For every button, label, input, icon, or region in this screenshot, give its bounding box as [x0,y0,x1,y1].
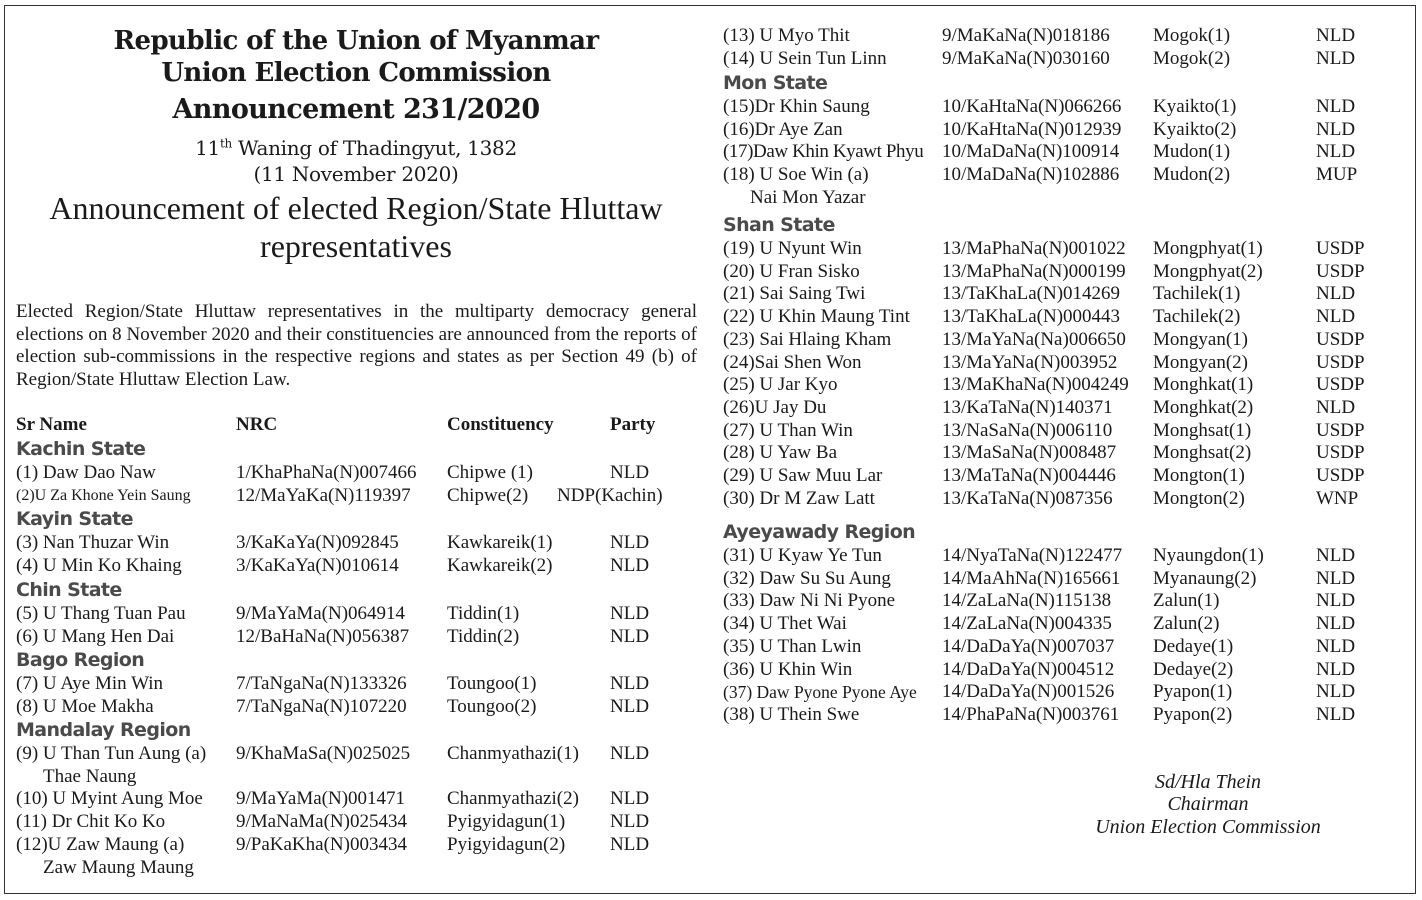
section-heading: Kayin State [16,508,133,530]
signature-name: Sd/Hla Thein [1154,771,1262,793]
constituency: Monghkat(1) [1153,374,1254,396]
nrc-number: 12/BaHaNa(N)056387 [236,625,410,647]
party: USDP [1316,419,1365,441]
party: NLD [1316,283,1356,305]
date-text: Waning of Thadingyut, 1382 [231,136,517,160]
representative-name: (35) U Than Lwin [723,635,862,657]
representative-name: (34) U Thet Wai [723,613,847,635]
party: NLD [1316,96,1356,117]
representative-name: (22) U Khin Maung Tint [723,306,910,328]
nrc-number: 13/MaYaNa(N)003952 [942,351,1118,373]
date-suffix: th [219,136,232,151]
column-header-nrc: NRC [236,414,278,435]
constituency: Monghkat(2) [1153,396,1254,418]
constituency: Dedaye(1) [1153,635,1234,657]
constituency: Mongton(1) [1153,465,1245,486]
constituency: Kyaikto(1) [1153,96,1237,117]
nrc-number: 14/ZaLaNa(N)115138 [942,590,1112,612]
constituency: Monghsat(2) [1153,442,1252,464]
representative-name: (37) Daw Pyone Pyone Aye [723,682,917,703]
party: USDP [1316,442,1365,464]
party: NLD [610,743,650,764]
nrc-number: 14/DaDaYa(N)007037 [942,635,1115,657]
nrc-number: 13/MaPhaNa(N)000199 [942,260,1126,282]
party: NLD [610,673,650,694]
representative-alias: Nai Mon Yazar [750,186,866,208]
constituency: Chipwe(2) [447,484,529,506]
representative-name: (5) U Thang Tuan Pau [16,603,186,624]
constituency: Tiddin(2) [447,625,520,647]
nrc-number: 3/KaKaYa(N)010614 [236,554,399,576]
party: WNP [1316,487,1359,509]
nrc-number: 7/TaNgaNa(N)107220 [236,695,407,717]
party: NLD [1316,635,1356,657]
column-header-party: Party [610,414,656,435]
party: NLD [1316,567,1356,589]
constituency: Pyigyidagun(2) [447,833,566,855]
signature-organization: Union Election Commission [1095,816,1321,838]
nrc-number: 10/MaDaNa(N)102886 [942,164,1120,186]
nrc-number: 10/KaHtaNa(N)066266 [942,96,1122,117]
representative-name: (12)U Zaw Maung (a) [16,833,185,855]
nrc-number: 14/DaDaYa(N)001526 [942,681,1115,703]
header-commission: Union Election Commission [161,58,551,88]
constituency: Nyaungdon(1) [1153,545,1264,566]
nrc-number: 9/MaKaNa(N)030160 [942,47,1110,69]
representative-name: (6) U Mang Hen Dai [16,625,175,647]
representative-name: (33) Daw Ni Ni Pyone [723,590,896,612]
party: NLD [610,603,650,624]
constituency: Chipwe (1) [447,462,534,483]
party: NLD [1316,396,1356,418]
nrc-number: 14/DaDaYa(N)004512 [942,658,1115,680]
nrc-number: 12/MaYaKa(N)119397 [236,484,411,506]
representative-name: (23) Sai Hlaing Kham [723,328,892,350]
representative-name: (3) Nan Thuzar Win [16,532,170,553]
column-header-constituency: Constituency [447,414,554,435]
header-republic: Republic of the Union of Myanmar [113,26,599,56]
section-heading: Chin State [16,579,122,601]
representative-name: (18) U Soe Win (a) [723,164,869,186]
party: USDP [1316,374,1365,396]
party: USDP [1316,351,1365,373]
constituency: Mongton(2) [1153,487,1245,509]
representative-name: (25) U Jar Kyo [723,374,838,396]
nrc-number: 9/MaYaMa(N)001471 [236,788,406,810]
representative-name: (27) U Than Win [723,419,853,441]
header-announcement-number: Announcement 231/2020 [172,94,540,125]
constituency: Mogok(1) [1153,25,1231,46]
constituency: Mudon(2) [1153,164,1231,186]
representative-name: (24)Sai Shen Won [723,351,862,373]
header-date-gregorian: (11 November 2020) [253,162,459,186]
constituency: Mongphyat(2) [1153,260,1263,282]
representative-name: (16)Dr Aye Zan [723,118,843,140]
party: NLD [610,788,650,810]
representative-name: (28) U Yaw Ba [723,442,837,464]
constituency: Tachilek(2) [1153,306,1241,328]
nrc-number: 1/KhaPhaNa(N)007466 [236,462,417,483]
section-heading: Shan State [723,214,835,236]
representative-name: (26)U Jay Du [723,396,827,418]
representative-name: (9) U Than Tun Aung (a) [16,743,207,764]
constituency: Chanmyathazi(2) [447,788,579,810]
constituency: Chanmyathazi(1) [447,743,579,764]
nrc-number: 3/KaKaYa(N)092845 [236,532,399,553]
constituency: Myanaung(2) [1153,567,1257,589]
constituency: Zalun(1) [1153,590,1220,612]
representative-name: (29) U Saw Muu Lar [723,465,883,486]
party: USDP [1316,238,1365,259]
representative-name: (14) U Sein Tun Linn [723,47,887,69]
party: NLD [1316,703,1356,725]
party: MUP [1316,164,1358,186]
constituency: Pyigyidagun(1) [447,811,566,833]
nrc-number: 9/MaKaNa(N)018186 [942,25,1110,46]
representative-name: (13) U Myo Thit [723,25,850,46]
constituency: Kawkareik(1) [447,532,553,553]
constituency: Mongphyat(1) [1153,238,1263,259]
intro-paragraph: Elected Region/State Hluttaw representatives in the multiparty democracy general elections on 8 November 2020 and their constituencies are announced from the reports of election sub-commissions in the respective regions and states as per Section 49 (b) of Region/State Hluttaw Election Law. [16,301,697,391]
nrc-number: 7/TaNgaNa(N)133326 [236,673,407,694]
party: NLD [610,532,650,553]
party: USDP [1316,328,1365,350]
section-heading: Mon State [723,72,828,94]
constituency: Dedaye(2) [1153,658,1234,680]
party: NLD [1316,47,1356,69]
representative-name: (10) U Myint Aung Moe [16,788,203,810]
party: NLD [1316,613,1356,635]
constituency: Mogok(2) [1153,47,1231,69]
party: NLD [610,695,650,717]
constituency: Zalun(2) [1153,613,1220,635]
nrc-number: 13/MaSaNa(N)008487 [942,442,1117,464]
nrc-number: 14/MaAhNa(N)165661 [942,567,1121,589]
representative-name: (19) U Nyunt Win [723,238,862,259]
title-line-2: representatives [260,228,452,264]
party: NLD [1316,25,1356,46]
representative-name: (30) Dr M Zaw Latt [723,487,875,509]
party: NLD [610,462,650,483]
representative-name: (15)Dr Khin Saung [723,96,870,117]
party: NLD [1316,658,1356,680]
party: NLD [610,833,650,855]
representative-name: (11) Dr Chit Ko Ko [16,811,166,833]
party: NLD [1316,141,1356,163]
representative-name: (36) U Khin Win [723,658,853,680]
party: NLD [1316,681,1356,703]
representative-name: (1) Daw Dao Naw [16,462,156,483]
party: NLD [1316,545,1356,566]
nrc-number: 14/ZaLaNa(N)004335 [942,613,1112,635]
representative-name: (8) U Moe Makha [16,695,154,717]
party: NLD [610,625,650,647]
section-heading: Bago Region [16,649,145,671]
nrc-number: 13/KaTaNa(N)140371 [942,396,1113,418]
representative-alias: Zaw Maung Maung [43,856,194,878]
nrc-number: 13/NaSaNa(N)006110 [942,419,1113,441]
signature-title: Chairman [1167,793,1249,815]
representative-name: (7) U Aye Min Win [16,673,164,694]
column-header-name: Sr Name [16,414,87,435]
nrc-number: 9/PaKaKha(N)003434 [236,833,407,855]
constituency: Pyapon(2) [1153,703,1233,725]
representative-name: (20) U Fran Sisko [723,260,860,282]
nrc-number: 13/MaYaNa(Na)006650 [942,328,1126,350]
representative-name: (4) U Min Ko Khaing [16,554,182,576]
nrc-number: 13/TaKhaLa(N)014269 [942,283,1121,305]
nrc-number: 13/TaKhaLa(N)000443 [942,306,1121,328]
nrc-number: 13/MaPhaNa(N)001022 [942,238,1126,259]
nrc-number: 14/PhaPaNa(N)003761 [942,703,1120,725]
representative-name: (2)U Za Khone Yein Saung [16,486,191,504]
representative-name: (17)Daw Khin Kyawt Phyu [723,141,924,163]
representative-alias: Thae Naung [43,765,137,787]
party: USDP [1316,260,1365,282]
constituency: Kawkareik(2) [447,554,553,576]
constituency: Mongyan(1) [1153,328,1248,350]
title-line-1: Announcement of elected Region/State Hluttaw [49,190,663,226]
representative-name: (21) Sai Saing Twi [723,283,866,305]
representative-name: (38) U Thein Swe [723,703,860,725]
constituency: Mongyan(2) [1153,351,1248,373]
party: NLD [610,811,650,833]
constituency: Mudon(1) [1153,141,1231,163]
nrc-number: 13/KaTaNa(N)087356 [942,487,1113,509]
constituency: Toungoo(2) [447,695,537,717]
constituency: Tiddin(1) [447,603,520,624]
constituency: Kyaikto(2) [1153,118,1237,140]
section-heading: Ayeyawady Region [723,521,916,543]
party: USDP [1316,465,1365,486]
nrc-number: 13/MaKhaNa(N)004249 [942,374,1129,396]
nrc-number: 14/NyaTaNa(N)122477 [942,545,1123,566]
section-heading: Kachin State [16,438,146,460]
constituency: Toungoo(1) [447,673,537,694]
nrc-number: 10/MaDaNa(N)100914 [942,141,1120,163]
header-date [0,136,712,160]
party: NLD [1316,590,1356,612]
nrc-number: 9/KhaMaSa(N)025025 [236,743,411,764]
party: NDP(Kachin) [557,484,663,506]
date-ordinal: 11 [195,136,220,160]
constituency: Tachilek(1) [1153,283,1241,305]
party: NLD [1316,306,1356,328]
nrc-number: 9/MaNaMa(N)025434 [236,811,407,833]
party: NLD [1316,118,1356,140]
nrc-number: 9/MaYaMa(N)064914 [236,603,406,624]
nrc-number: 10/KaHtaNa(N)012939 [942,118,1122,140]
section-heading: Mandalay Region [16,719,191,741]
party: NLD [610,554,650,576]
representative-name: (32) Daw Su Su Aung [723,567,891,589]
nrc-number: 13/MaTaNa(N)004446 [942,465,1116,486]
constituency: Monghsat(1) [1153,419,1252,441]
constituency: Pyapon(1) [1153,681,1233,703]
representative-name: (31) U Kyaw Ye Tun [723,545,882,566]
